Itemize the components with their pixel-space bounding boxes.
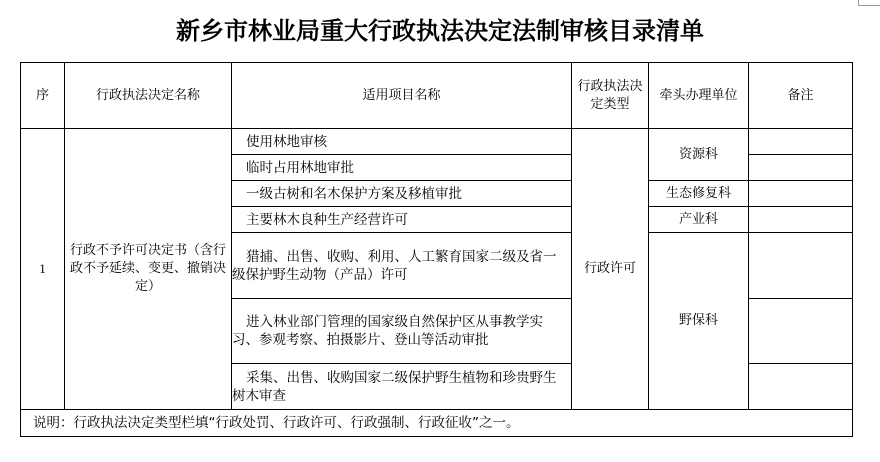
decision-name-cell: 行政不予许可决定书（含行政不予延续、变更、撤销决定） xyxy=(65,129,232,410)
remarks-cell xyxy=(749,129,853,155)
item-cell: 采集、出售、收购国家二级保护野生植物和珍贵野生 树木审查 xyxy=(232,364,572,410)
remarks-cell xyxy=(749,364,853,410)
page-title: 新乡市林业局重大行政执法决定法制审核目录清单 xyxy=(176,16,704,45)
table-row xyxy=(21,129,853,155)
unit-cell: 产业科 xyxy=(649,207,749,233)
header-unit: 牵头办理单位 xyxy=(649,63,749,129)
unit-cell: 生态修复科 xyxy=(649,181,749,207)
unit-cell: 野保科 xyxy=(649,233,749,410)
remarks-cell xyxy=(749,233,853,299)
remarks-cell xyxy=(749,181,853,207)
item-cell: 一级古树和名木保护方案及移植审批 xyxy=(232,181,572,207)
footnote: 说明：行政执法决定类型栏填“行政处罚、行政许可、行政强制、行政征收”之一。 xyxy=(21,410,853,437)
decision-type-cell: 行政许可 xyxy=(572,129,649,410)
header-decision-type: 行政执法决定类型 xyxy=(572,63,649,129)
item-cell: 使用林地审核 xyxy=(232,129,572,155)
item-cell: 猎捕、出售、收购、利用、人工繁育国家二级及省一 级保护野生动物（产品）许可 xyxy=(232,233,572,299)
header-seq: 序 xyxy=(21,63,65,129)
page-corner-mark xyxy=(858,0,880,6)
item-cell: 主要林木良种生产经营许可 xyxy=(232,207,572,233)
item-cell: 进入林业部门管理的国家级自然保护区从事教学实 习、参观考察、拍摄影片、登山等活动审批 xyxy=(232,299,572,364)
header-item-name: 适用项目名称 xyxy=(232,63,572,129)
remarks-cell xyxy=(749,299,853,364)
remarks-cell xyxy=(749,207,853,233)
review-catalog-table xyxy=(20,62,853,437)
footnote-row xyxy=(21,410,853,437)
remarks-cell xyxy=(749,155,853,181)
seq-cell: 1 xyxy=(21,129,65,410)
header-remarks: 备注 xyxy=(749,63,853,129)
header-decision-name: 行政执法决定名称 xyxy=(65,63,232,129)
item-cell: 临时占用林地审批 xyxy=(232,155,572,181)
header-row xyxy=(21,63,853,129)
unit-cell: 资源科 xyxy=(649,129,749,181)
